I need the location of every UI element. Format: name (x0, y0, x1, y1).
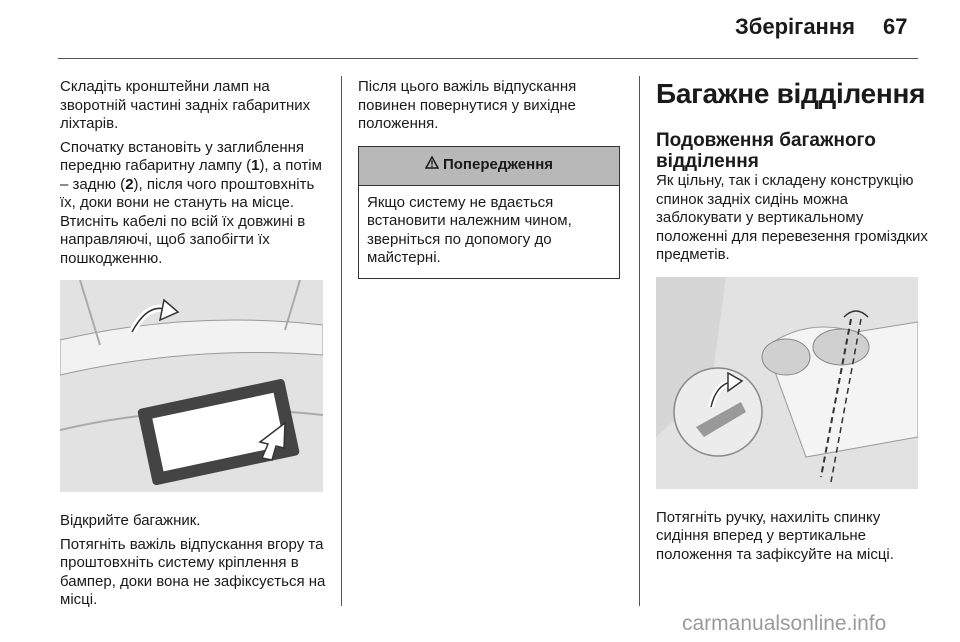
header-title: Зберігання (735, 14, 855, 39)
bumper-bracket-figure (60, 280, 323, 492)
page-number: 67 (883, 14, 908, 39)
paragraph: Потягніть важіль відпускання вгору та проштовхніть систему кріплення в бампер, доки вона не зафіксується на місці. (60, 535, 326, 608)
sub-heading: Подовження багажного відділення (656, 130, 876, 172)
column-2 (358, 78, 620, 279)
column-1 (60, 78, 330, 615)
paragraph: Потягніть ручку, нахиліть спинку сидіння вперед у вертикальне положення та зафіксуйте на місці. (656, 508, 894, 563)
warning-title: Попередження (442, 156, 554, 174)
rear-seat-figure (656, 277, 918, 489)
paragraph: Відкрийте багажник. (60, 512, 201, 529)
column-3 (656, 78, 928, 569)
column-divider-1 (341, 76, 342, 606)
warning-triangle-icon (425, 156, 439, 175)
warning-box (358, 146, 620, 279)
section-heading: Багажне відділення (656, 78, 926, 109)
paragraph: Після цього важіль відпускання повинен повернутися у вихідне положення. (358, 78, 577, 132)
paragraph: Складіть кронштейни ламп на зворотній частині задніх габаритних ліхтарів. (60, 78, 311, 132)
warning-header (359, 147, 619, 185)
paragraph: Як цільну, так і складену конструкцію спинок задніх сидінь можна заблокувати у вертикальному положенні для перевезення громіздких предметів. (656, 172, 928, 263)
header-rule (58, 58, 918, 59)
column-divider-2 (639, 76, 640, 606)
paragraph: Спочатку встановіть у заглиблення передню габаритну лампу (1), а потім – задню (2), після чого проштовхніть їх, доки вони не стануть на місце. Втисніть кабелі по всій їх довжині в направляючі, щоб запобігти їх пошкодженню. (60, 138, 322, 267)
warning-body: Якщо систему не вдається встановити належним чином, зверніться по допомогу до майстерні. (359, 185, 619, 278)
watermark: carmanualsonline.info (682, 612, 887, 635)
